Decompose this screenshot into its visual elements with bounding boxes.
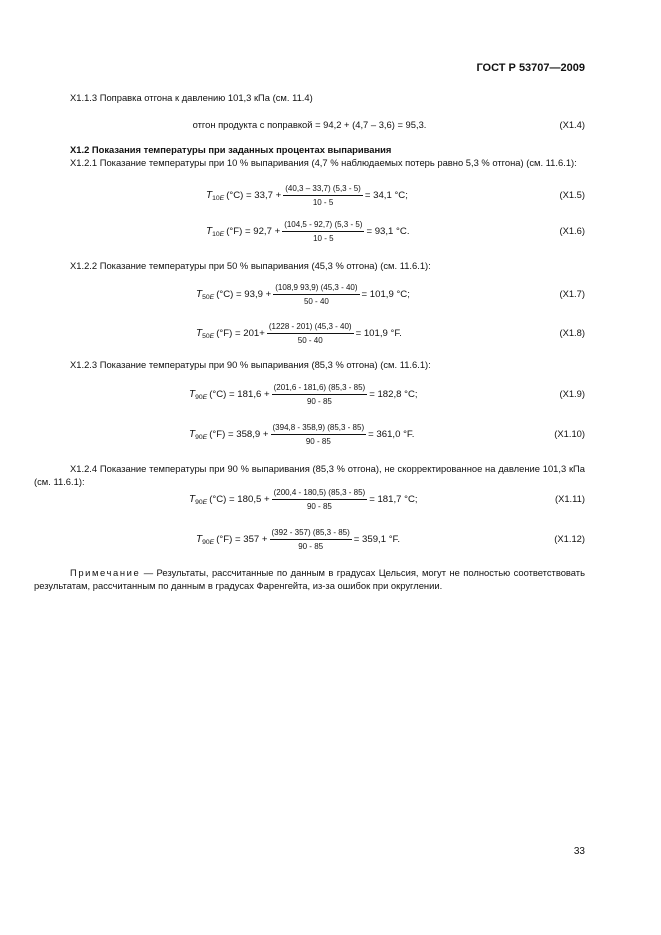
subscript xyxy=(212,195,224,202)
subscript-number: 90 xyxy=(195,498,203,506)
equation-number: (X1.11) xyxy=(554,493,585,504)
section-heading-x1-2: X1.2 Показания температуры при заданных процентах выпаривания xyxy=(70,144,392,155)
equation-lhs: (°С) = 181,6 + xyxy=(209,388,270,400)
equation-lhs: (°F) = 357 + xyxy=(216,533,268,545)
equation-number: (X1.7) xyxy=(559,288,585,299)
denominator: 90 - 85 xyxy=(306,501,332,511)
clause-x1-1-3: X1.1.3 Поправка отгона к давлению 101,3 кПа (см. 11.4) xyxy=(70,92,313,103)
denominator: 90 - 85 xyxy=(306,396,332,406)
note xyxy=(34,566,585,592)
subscript-letter: E xyxy=(209,332,215,340)
equation-number: (X1.4) xyxy=(559,119,585,130)
subscript-letter: E xyxy=(209,293,215,301)
variable: T xyxy=(196,327,203,339)
equation-result: = 359,1 °F. xyxy=(353,533,401,545)
fraction xyxy=(272,487,368,512)
equation-number: (X1.9) xyxy=(559,388,585,399)
equation-result: = 101,9 °F. xyxy=(355,327,402,339)
variable: T xyxy=(189,428,196,440)
equation-number: (X1.8) xyxy=(559,327,585,338)
formula-x1-4 xyxy=(34,119,585,130)
equation-number: (X1.5) xyxy=(559,189,585,200)
subscript xyxy=(202,333,214,340)
subscript xyxy=(195,434,207,441)
subscript-number: 50 xyxy=(202,293,210,301)
equation-result: = 181,7 °С; xyxy=(369,493,418,505)
equation-result: = 361,0 °F. xyxy=(368,428,415,440)
subscript-letter: E xyxy=(209,538,215,546)
equation xyxy=(206,216,410,246)
equation-number: (X1.12) xyxy=(554,533,585,544)
equation-row xyxy=(34,279,585,309)
subscript-letter: E xyxy=(219,194,225,202)
fraction xyxy=(271,422,367,447)
subscript-number: 10 xyxy=(212,194,220,202)
numerator: (104,5 - 92,7) (5,3 - 5) xyxy=(282,219,364,232)
equation xyxy=(206,180,408,210)
subscript-number: 90 xyxy=(195,433,203,441)
denominator: 50 - 40 xyxy=(297,335,323,345)
clause-x1-2-4: X1.2.4 Показание температуры при 90 % выпаривания (85,3 % отгона), не скорректированное на давление 101,3 кПа (см. 11.6.1): xyxy=(34,463,585,487)
equation-lhs: (°С) = 180,5 + xyxy=(209,493,270,505)
variable: T xyxy=(196,533,203,545)
page-number: 33 xyxy=(573,846,585,857)
subscript-number: 90 xyxy=(202,538,210,546)
fraction xyxy=(270,527,352,552)
clause-x1-2-3: X1.2.3 Показание температуры при 90 % выпаривания (85,3 % отгона) (см. 11.6.1): xyxy=(70,359,431,370)
clause-x1-2-2: X1.2.2 Показание температуры при 50 % выпаривания (45,3 % отгона) (см. 11.6.1): xyxy=(70,260,431,271)
numerator: (392 - 357) (85,3 - 85) xyxy=(270,527,352,540)
equation-number: (X1.6) xyxy=(559,225,585,236)
note-label: Примечание xyxy=(70,567,141,578)
equation-row xyxy=(34,318,585,348)
formula-text: отгон продукта с поправкой = 94,2 + (4,7 – 3,6) = 95,3. xyxy=(192,119,427,130)
subscript-letter: E xyxy=(202,433,208,441)
equation-lhs: (°F) = 358,9 + xyxy=(209,428,269,440)
numerator: (394,8 - 358,9) (85,3 - 85) xyxy=(271,422,367,435)
equation xyxy=(189,379,418,409)
equation xyxy=(196,279,410,309)
subscript xyxy=(195,394,207,401)
equation xyxy=(189,419,414,449)
denominator: 10 - 5 xyxy=(312,197,334,207)
equation-row xyxy=(34,484,585,514)
fraction xyxy=(283,183,363,208)
equation-result: = 34,1 °С; xyxy=(364,189,408,201)
subscript-letter: E xyxy=(202,498,208,506)
equation-number: (X1.10) xyxy=(554,428,585,439)
variable: T xyxy=(196,288,203,300)
equation-lhs: (°С) = 93,9 + xyxy=(216,288,272,300)
subscript-letter: E xyxy=(202,393,208,401)
equation-result: = 101,9 °С; xyxy=(361,288,410,300)
equation xyxy=(196,318,402,348)
subscript xyxy=(212,231,224,238)
numerator: (200,4 - 180,5) (85,3 - 85) xyxy=(272,487,368,500)
subscript-number: 90 xyxy=(195,393,203,401)
equation-lhs: (°С) = 33,7 + xyxy=(226,189,282,201)
equation xyxy=(196,524,400,554)
equation xyxy=(189,484,418,514)
equation-row xyxy=(34,419,585,449)
numerator: (108,9 93,9) (45,3 - 40) xyxy=(273,282,359,295)
fraction xyxy=(267,321,354,346)
equation-lhs: (°F) = 92,7 + xyxy=(226,225,281,237)
numerator: (40,3 – 33,7) (5,3 - 5) xyxy=(283,183,363,196)
denominator: 10 - 5 xyxy=(313,233,334,243)
subscript-letter: E xyxy=(219,230,225,238)
document-header: ГОСТ Р 53707—2009 xyxy=(476,62,585,74)
variable: T xyxy=(206,189,213,201)
numerator: (1228 - 201) (45,3 - 40) xyxy=(267,321,354,334)
equation-row xyxy=(34,379,585,409)
subscript-number: 50 xyxy=(202,332,210,340)
denominator: 90 - 85 xyxy=(298,541,324,551)
fraction xyxy=(273,282,359,307)
subscript xyxy=(195,499,207,506)
note-text: — Результаты, рассчитанные по данным в градусах Цельсия, могут не полностью соответствовать результатам, рассчитанным по данным в градусах Фаренгейта, из-за ошибок при округлении. xyxy=(34,567,585,591)
denominator: 50 - 40 xyxy=(303,296,329,306)
fraction xyxy=(282,219,364,244)
variable: T xyxy=(206,225,213,237)
variable: T xyxy=(189,493,196,505)
equation-result: = 182,8 °С; xyxy=(369,388,418,400)
equation-row xyxy=(34,216,585,246)
denominator: 90 - 85 xyxy=(305,436,331,446)
numerator: (201,6 - 181,6) (85,3 - 85) xyxy=(272,382,368,395)
equation-result: = 93,1 °С. xyxy=(366,225,410,237)
clause-x1-2-1: X1.2.1 Показание температуры при 10 % выпаривания (4,7 % наблюдаемых потерь равно 5,3 % отгона) (см. 11.6.1): xyxy=(70,157,577,168)
equation-lhs: (°F) = 201+ xyxy=(216,327,265,339)
equation-row xyxy=(34,524,585,554)
variable: T xyxy=(189,388,196,400)
equation-row xyxy=(34,180,585,210)
fraction xyxy=(272,382,368,407)
subscript xyxy=(202,539,214,546)
subscript xyxy=(202,294,214,301)
subscript-number: 10 xyxy=(212,230,220,238)
